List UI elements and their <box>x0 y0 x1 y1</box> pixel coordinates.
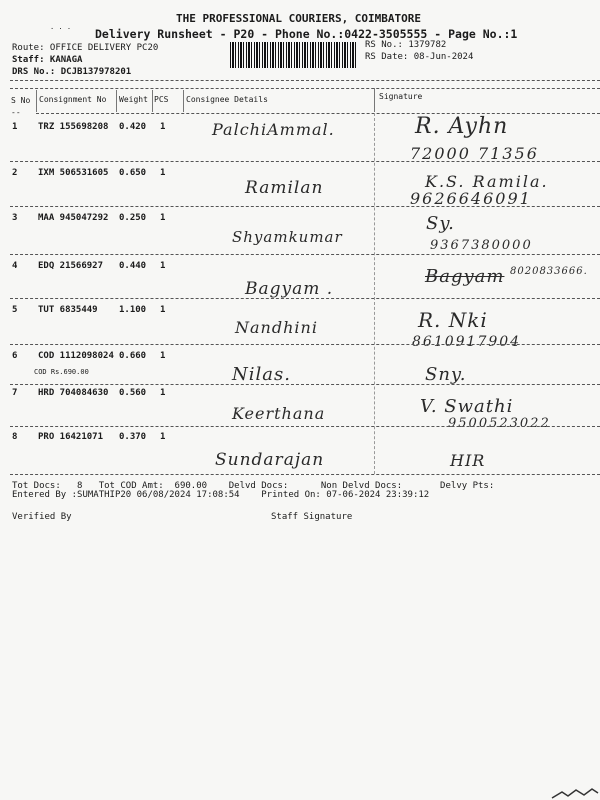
receiver-phone: 9500523022 <box>448 416 551 431</box>
col-header-consignment: Consignment No <box>39 95 107 104</box>
receiver-phone: 9367380000 <box>430 238 533 253</box>
rs-number: RS No.: 1379782 <box>365 40 447 50</box>
row-consignment: TRZ 155698208 <box>38 122 109 132</box>
col-header-consignee: Consignee Details <box>186 95 268 104</box>
col-header-weight: Weight <box>119 95 148 104</box>
row-consignment: MAA 945047292 <box>38 213 109 223</box>
row-divider <box>10 298 600 299</box>
row-pcs: 1 <box>160 388 166 398</box>
row-sno: 5 <box>12 305 18 315</box>
row-consignment: IXM 506531605 <box>38 168 109 178</box>
row-weight: 1.100 <box>119 305 147 315</box>
row-pcs: 1 <box>160 351 166 361</box>
col-header-pcs: PCS <box>154 95 169 104</box>
header-divider <box>10 80 600 81</box>
col-header-signature: Signature <box>379 92 423 101</box>
row-weight: 0.420 <box>119 122 147 132</box>
receiver-phone: 9626646091 <box>410 189 532 208</box>
consignee-handwriting: Nandhini <box>235 318 318 337</box>
col-rule-4 <box>183 90 184 112</box>
consignee-handwriting: Bagyam . <box>245 279 334 299</box>
row-pcs: 1 <box>160 305 166 315</box>
row-divider <box>10 254 600 255</box>
row-divider <box>10 161 600 162</box>
row-weight: 0.440 <box>119 261 147 271</box>
row-consignment: TUT 6835449 <box>38 305 98 315</box>
totals-line: Tot Docs: 8 Tot COD Amt: 690.00 Delvd Docs: Non Delvd Docs: Delvy Pts: <box>12 481 495 491</box>
row-sno: 1 <box>12 122 18 132</box>
col-rule-sig <box>374 113 375 474</box>
row-sno: 3 <box>12 213 18 223</box>
receiver-signature: R. Ayhn <box>415 114 509 139</box>
staff-signature-label: Staff Signature <box>271 512 353 522</box>
header-dots: . . . <box>50 23 72 31</box>
company-name: THE PROFESSIONAL COURIERS, COIMBATORE <box>176 12 422 25</box>
header-divider-2 <box>10 88 600 89</box>
receiver-signature: R. Nki <box>418 308 488 332</box>
receiver-signature: Bagyam <box>425 266 505 287</box>
runsheet-title: Delivery Runsheet - P20 - Phone No.:0422-3505555 - Page No.:1 <box>95 27 518 41</box>
col-header-sno: S No <box>11 96 31 105</box>
entered-by-line: Entered By :SUMATHIP20 06/08/2024 17:08:54 Printed On: 07-06-2024 23:39:12 <box>12 490 430 500</box>
receiver-signature: Sny. <box>425 364 467 385</box>
row-weight: 0.560 <box>119 388 147 398</box>
row-sno: 8 <box>12 432 18 442</box>
row-consignment: COD 1112098024 <box>38 351 114 361</box>
row-sno: 7 <box>12 388 18 398</box>
col-rule-3 <box>152 90 153 112</box>
consignee-handwriting: Sundarajan <box>215 450 325 470</box>
col-rule-2 <box>116 90 117 112</box>
row-consignment: EDQ 21566927 <box>38 261 104 271</box>
row-weight: 0.370 <box>119 432 147 442</box>
cod-amount: COD Rs.690.00 <box>34 368 89 376</box>
consignee-handwriting: PalchiAmmal. <box>212 120 335 139</box>
row-sno: 2 <box>12 168 18 178</box>
rs-date: RS Date: 08-Jun-2024 <box>365 52 474 62</box>
row-divider <box>10 426 600 427</box>
consignee-handwriting: Shyamkumar <box>232 228 343 246</box>
row-pcs: 1 <box>160 432 166 442</box>
verified-by-label: Verified By <box>12 512 72 522</box>
receiver-phone: 8610917904 <box>412 334 522 350</box>
row-divider <box>10 344 600 345</box>
receiver-phone: 72000 71356 <box>410 144 539 163</box>
row-consignment: HRD 704084630 <box>38 388 109 398</box>
consignee-handwriting: Nilas. <box>232 364 291 385</box>
row-consignment: PRO 16421071 <box>38 432 104 442</box>
row-weight: 0.660 <box>119 351 147 361</box>
pen-scrawl <box>550 786 600 800</box>
receiver-signature: V. Swathi <box>420 396 514 417</box>
row-pcs: 1 <box>160 168 166 178</box>
row-divider <box>10 206 600 207</box>
col-header-dash: -- <box>11 108 21 117</box>
route-label: Route: OFFICE DELIVERY PC20 <box>12 43 159 53</box>
column-header-divider <box>36 113 600 114</box>
row-weight: 0.650 <box>119 168 147 178</box>
staff-label: Staff: KANAGA <box>12 55 83 65</box>
row-weight: 0.250 <box>119 213 147 223</box>
row-pcs: 1 <box>160 122 166 132</box>
barcode <box>230 42 358 68</box>
drs-number: DRS No.: DCJB137978201 <box>12 67 132 77</box>
consignee-handwriting: Ramilan <box>245 178 324 198</box>
receiver-signature: Sy. <box>426 213 455 234</box>
row-pcs: 1 <box>160 261 166 271</box>
row-divider <box>10 384 600 385</box>
row-sno: 4 <box>12 261 18 271</box>
col-rule-1 <box>36 90 37 112</box>
consignee-handwriting: Keerthana <box>232 404 326 423</box>
row-pcs: 1 <box>160 213 166 223</box>
row-divider <box>10 474 600 475</box>
receiver-signature: HIR <box>450 451 486 470</box>
receiver-phone: 8020833666. <box>510 266 588 277</box>
receiver-signature: K.S. Ramila. <box>425 172 549 191</box>
col-rule-5 <box>374 88 375 112</box>
row-sno: 6 <box>12 351 18 361</box>
